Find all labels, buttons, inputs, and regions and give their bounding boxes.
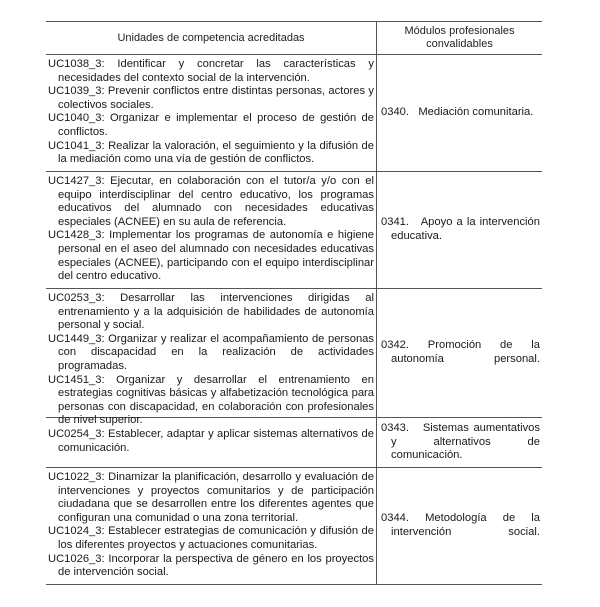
table-row-module <box>377 55 542 171</box>
table-row-module <box>377 418 542 467</box>
unit-item: UC1022_3: Dinamizar la planificación, desarrollo y evaluación de intervenciones y proyectos comunitarios y de participación ciudadana que se desarrollen entre los diferentes agentes que configuran una comunidad o una zona territorial. <box>48 471 374 524</box>
table-bottom-border <box>46 584 542 585</box>
unit-item: UC1451_3: Organizar y desarrollar el entrenamiento en estrategias cognitivas básicas y alfabetización tecnológica para personas con discapacidad, en colaboración con profesionales de nivel superior. <box>48 373 374 427</box>
unit-item: UC1040_3: Organizar e implementar el proceso de gestión de conflictos. <box>48 112 374 138</box>
header-units: Unidades de competencia acreditadas <box>117 31 305 44</box>
table-row-module <box>377 468 542 584</box>
unit-item: UC1024_3: Establecer estrategias de comunicación y difusión de los diferentes proyectos y actuaciones comunitarias. <box>48 525 374 551</box>
module-item: 0343. Sistemas aumentativos y alternativos de comunicación. <box>381 422 544 462</box>
table-row-units <box>46 471 376 583</box>
module-item: 0340. Mediación comunitaria. <box>381 106 534 119</box>
unit-item: UC0253_3: Desarrollar las intervenciones dirigidas al entrenamiento y a la adquisición de habilidades de autonomía personal y social. <box>48 292 374 332</box>
unit-item: UC1039_3: Prevenir conflictos entre distintas personas, actores y colectivos sociales. <box>48 85 374 111</box>
unit-item: UC0254_3: Establecer, adaptar y aplicar sistemas alternativos de comunicación. <box>48 428 374 454</box>
unit-item: UC1449_3: Organizar y realizar el acompañamiento de personas con discapacidad en la realización de actividades programadas. <box>48 332 374 372</box>
header-modules: Módulos profesionales convalidables <box>404 25 515 50</box>
table-row-units <box>46 428 376 466</box>
unit-item: UC1428_3: Implementar los programas de autonomía e higiene personal en el aseo del alumnado con necesidades educativas especiales (ACNEE), participando con el equipo interdisciplinar del centro educativo. <box>48 229 374 283</box>
unit-item: UC1041_3: Realizar la valoración, el seguimiento y la difusión de la mediación como una vía de gestión de conflictos. <box>48 139 374 166</box>
table-row-module <box>377 289 542 417</box>
module-item: 0341. Apoyo a la intervención educativa. <box>381 216 544 242</box>
table-row-units <box>46 292 376 427</box>
table-row-units <box>46 58 376 170</box>
table-row-module <box>377 172 542 288</box>
unit-item: UC1026_3: Incorporar la perspectiva de género en los proyectos de intervención social. <box>48 552 374 579</box>
module-item: 0342. Promoción de la autonomía personal. <box>381 339 540 365</box>
module-item: 0344. Metodología de la intervención social. <box>381 512 540 538</box>
table-row-units <box>46 175 376 287</box>
unit-item: UC1427_3: Ejecutar, en colaboración con el tutor/a y/o con el equipo interdisciplinar del centro educativo, los programas educativos del alumnado con necesidades educativas especiales (ACNEE) en su aula de referencia. <box>48 175 374 228</box>
unit-item: UC1038_3: Identificar y concretar las características y necesidades del contexto social de la intervención. <box>48 58 374 84</box>
